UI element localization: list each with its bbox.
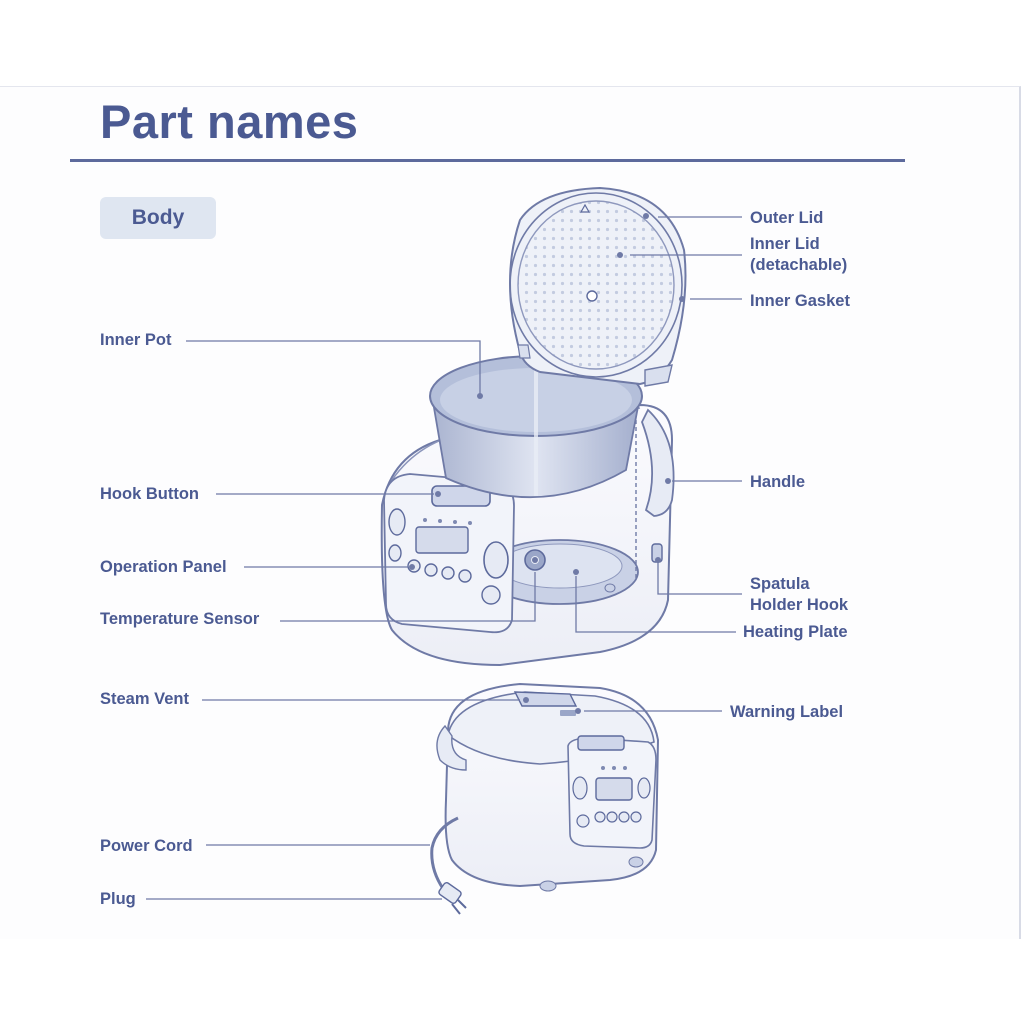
label-hook-button: Hook Button bbox=[100, 485, 199, 503]
lcd-display bbox=[416, 527, 468, 553]
label-plug: Plug bbox=[100, 890, 136, 908]
label-power-cord: Power Cord bbox=[100, 837, 193, 855]
label-inner-pot: Inner Pot bbox=[100, 331, 172, 349]
label-inner-gasket: Inner Gasket bbox=[750, 292, 850, 310]
closed-cooker bbox=[432, 684, 658, 914]
inner-lid bbox=[518, 201, 674, 369]
label-handle: Handle bbox=[750, 473, 806, 491]
label-steam-vent: Steam Vent bbox=[100, 690, 189, 708]
warning-label bbox=[560, 710, 576, 716]
label-operation-panel: Operation Panel bbox=[100, 558, 227, 576]
label-holder-hook: Holder Hook bbox=[750, 596, 849, 614]
label-temperature-sensor: Temperature Sensor bbox=[100, 610, 260, 628]
label-outer-lid: Outer Lid bbox=[750, 209, 824, 227]
outer-lid bbox=[510, 188, 686, 386]
section-badge-body: Body bbox=[100, 197, 216, 239]
label-spatula: Spatula bbox=[750, 575, 810, 593]
label-warning-label: Warning Label bbox=[730, 703, 844, 721]
page-title: Part names bbox=[100, 95, 359, 148]
label-inner-lid-note: (detachable) bbox=[750, 256, 848, 274]
plug bbox=[438, 882, 466, 914]
label-inner-lid: Inner Lid bbox=[750, 235, 820, 253]
label-heating-plate: Heating Plate bbox=[743, 623, 848, 641]
